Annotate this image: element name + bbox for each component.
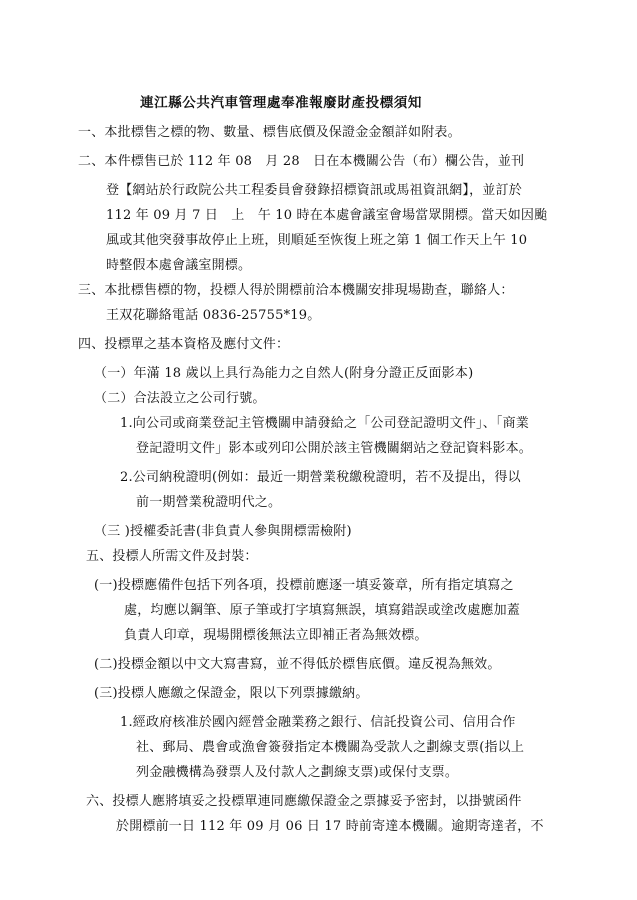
clause-5-item-3-1-line-1: 1.經政府核准於國內經營金融業務之銀行、信託投資公司、信用合作 bbox=[120, 715, 516, 730]
clause-5-heading: 五、投標人所需文件及封裝： bbox=[86, 549, 258, 564]
clause-3-line-2: 王双花聯絡電話 0836-25755*19。 bbox=[106, 308, 321, 323]
clause-1-line-1: 一、本批標售之標的物、數量、標售底價及保證金金額詳如附表。 bbox=[78, 125, 461, 140]
clause-2-line-4: 風或其他突發事故停止上班，則順延至恢復上班之第 1 個工作天上午 10 bbox=[106, 233, 528, 248]
clause-4-item-2: （二）合法設立之公司行號。 bbox=[94, 391, 266, 406]
clause-5-item-3-1-line-3: 列金融機構為發票人及付款人之劃線支票)或保付支票。 bbox=[136, 765, 459, 780]
clause-5-item-3: (三)投標人應繳之保證金，限以下列票據繳納。 bbox=[94, 686, 369, 701]
clause-6-line-1: 六、投標人應將填妥之投標單連同應繳保證金之票據妥予密封，以掛號函件 bbox=[86, 794, 522, 809]
clause-3-line-1: 三、本批標售標的物，投標人得於開標前洽本機關安排現場勘查，聯絡人： bbox=[78, 283, 514, 298]
clause-4-item-2-1-line-1: 1.向公司或商業登記主管機關申請發給之「公司登記證明文件」、「商業 bbox=[120, 416, 530, 431]
clause-5-item-1-line-1: (一)投標應備件包括下列各項，投標前應逐一填妥簽章，所有指定填寫之 bbox=[94, 578, 514, 593]
document-title: 連江縣公共汽車管理處奉准報廢財產投標須知 bbox=[140, 95, 422, 111]
clause-2-line-3: 112 年 09 月 7 日 上 午 10 時在本處會議室會場當眾開標。當天如因颱 bbox=[106, 208, 548, 223]
clause-4-item-2-2-line-1: 2.公司納稅證明(例如：最近一期營業稅繳稅證明，若不及提出，得以 bbox=[120, 470, 521, 485]
clause-4-item-1: （一）年滿 18 歲以上具行為能力之自然人(附身分證正反面影本) bbox=[94, 366, 474, 381]
clause-2-line-5: 時整假本處會議室開標。 bbox=[106, 258, 252, 273]
clause-6-line-2: 於開標前一日 112 年 09 月 06 日 17 時前寄達本機關。逾期寄達者，不 bbox=[116, 819, 544, 834]
clause-2-line-1: 二、本件標售已於 112 年 08 月 28 日在本機關公告（布）欄公告，並刊 bbox=[78, 154, 525, 169]
clause-4-item-2-2-line-2: 前一期營業稅證明代之。 bbox=[136, 495, 282, 510]
clause-5-item-1-line-3: 負責人印章，現場開標後無法立即補正者為無效標。 bbox=[124, 628, 428, 643]
clause-5-item-1-line-2: 處，均應以鋼筆、原子筆或打字填寫無誤，填寫錯誤或塗改處應加蓋 bbox=[124, 603, 521, 618]
clause-5-item-3-1-line-2: 社、郵局、農會或漁會簽發指定本機關為受款人之劃線支票(指以上 bbox=[136, 740, 525, 755]
clause-4-item-3: （三 )授權委託書(非負責人參與開標需檢附) bbox=[94, 524, 352, 539]
clause-4-heading: 四、投標單之基本資格及應付文件： bbox=[78, 337, 290, 352]
clause-5-item-2: (二)投標金額以中文大寫書寫，並不得低於標售底價。違反視為無效。 bbox=[94, 657, 501, 672]
clause-2-line-2: 登【網站於行政院公共工程委員會發錄招標資訊或馬祖資訊網】，並訂於 bbox=[106, 183, 522, 198]
clause-4-item-2-1-line-2: 登記證明文件」影本或列印公開於該主管機關網站之登記資料影本。 bbox=[136, 441, 533, 456]
